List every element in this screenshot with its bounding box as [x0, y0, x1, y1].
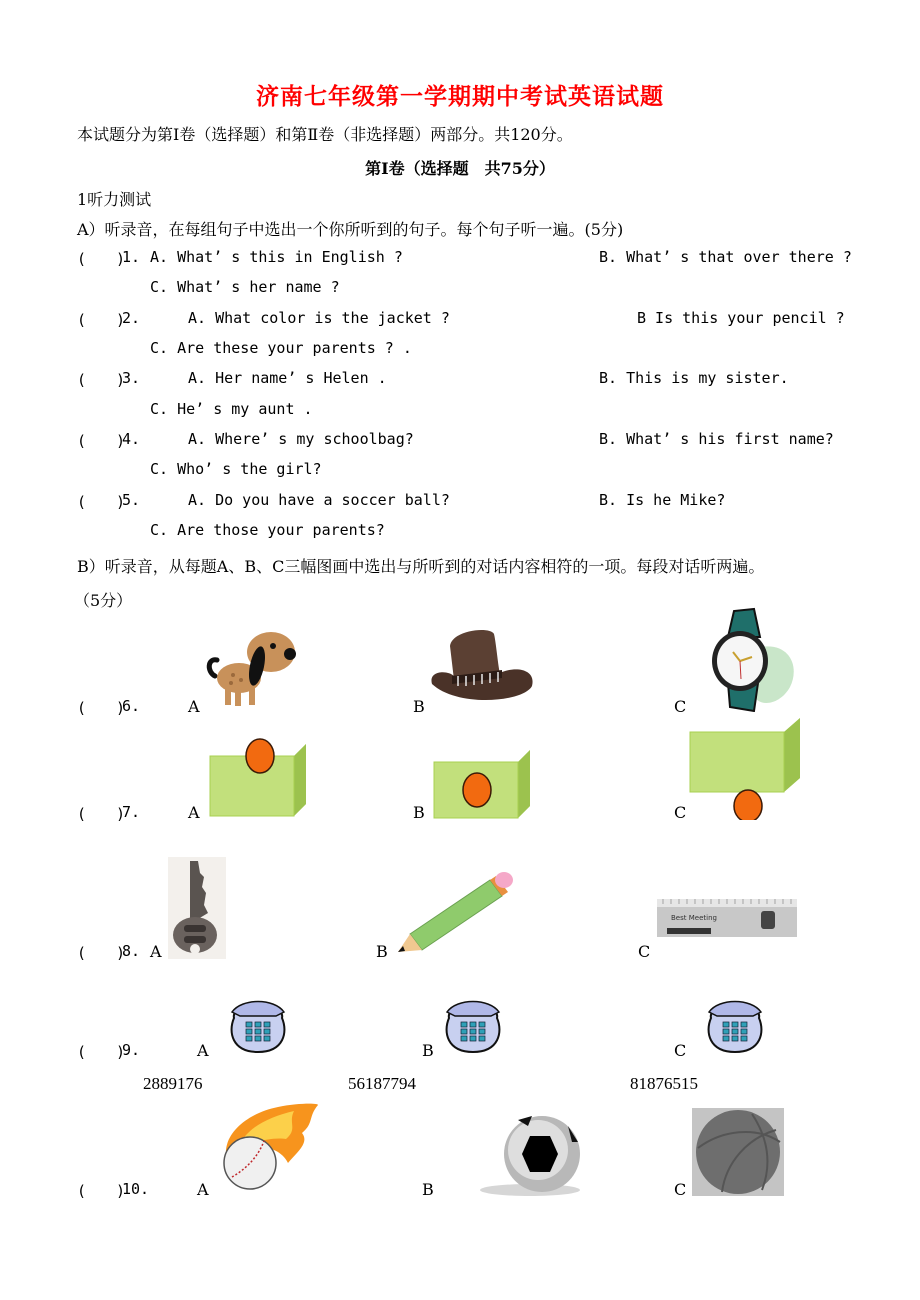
baseball-icon[interactable] — [218, 1103, 322, 1193]
option-a: A. Do you have a soccer ball? — [188, 491, 450, 509]
option-label: A — [150, 942, 162, 961]
exam-intro: 本试题分为第Ⅰ卷（选择题）和第Ⅱ卷（非选择题）两部分。共120分。 — [77, 125, 573, 144]
ball-under-box-icon[interactable] — [688, 716, 803, 820]
section-b-instruction: B）听录音，从每题A、B、C三幅图画中选出与所听到的对话内容相符的一项。每段对话听两遍。 — [77, 557, 765, 576]
section-a-instruction: A）听录音，在每组句子中选出一个你所听到的句子。每个句子听一遍。(5分) — [77, 220, 624, 239]
option-c: C. What’ s her name ? — [150, 278, 340, 296]
answer-bracket[interactable]: ( ) — [77, 311, 126, 329]
option-a: A. What’ s this in English ? — [150, 248, 403, 266]
section-b-points: （5分） — [74, 591, 133, 610]
question-number: 1. — [122, 248, 141, 266]
phone-number-c: 81876515 — [630, 1074, 698, 1093]
option-label: C — [674, 697, 687, 716]
question-number: 6. — [122, 697, 141, 715]
part-title: 第Ⅰ卷（选择题 共75分） — [365, 159, 555, 178]
option-b: B. What’ s his first name? — [599, 430, 834, 448]
dog-icon[interactable] — [205, 628, 300, 710]
option-b: B Is this your pencil ? — [637, 309, 845, 327]
question-number: 10. — [122, 1180, 150, 1198]
ball-in-box-icon[interactable] — [432, 748, 532, 820]
option-label: B — [422, 1180, 434, 1199]
option-label: C — [674, 1041, 687, 1060]
answer-bracket[interactable]: ( ) — [77, 699, 126, 717]
option-label: A — [197, 1180, 209, 1199]
option-c: C. Are those your parents? — [150, 521, 385, 539]
telephone-icon[interactable] — [441, 996, 505, 1056]
question-number: 5. — [122, 491, 141, 509]
question-number: 2. — [122, 309, 141, 327]
answer-bracket[interactable]: ( ) — [77, 250, 126, 268]
option-label: B — [413, 803, 425, 822]
question-number: 3. — [122, 369, 141, 387]
telephone-icon[interactable] — [226, 996, 290, 1056]
option-b: B. This is my sister. — [599, 369, 789, 387]
hat-icon[interactable] — [428, 626, 538, 706]
section-heading: 1听力测试 — [77, 190, 152, 209]
pencil-icon[interactable] — [396, 868, 518, 954]
phone-number-b: 56187794 — [348, 1074, 416, 1093]
option-label: A — [197, 1041, 209, 1060]
option-label: A — [188, 803, 200, 822]
watch-icon[interactable] — [700, 607, 800, 712]
phone-number-a: 2889176 — [143, 1074, 203, 1093]
option-c: C. Who’ s the girl? — [150, 460, 322, 478]
answer-bracket[interactable]: ( ) — [77, 432, 126, 450]
option-a: A. What color is the jacket ? — [188, 309, 450, 327]
option-a: A. Where’ s my schoolbag? — [188, 430, 414, 448]
option-c: C. Are these your parents ? . — [150, 339, 412, 357]
question-number: 7. — [122, 803, 141, 821]
answer-bracket[interactable]: ( ) — [77, 371, 126, 389]
option-b: B. What’ s that over there ? — [599, 248, 852, 266]
answer-bracket[interactable]: ( ) — [77, 944, 126, 962]
option-b: B. Is he Mike? — [599, 491, 726, 509]
question-number: 9. — [122, 1041, 141, 1059]
question-number: 4. — [122, 430, 141, 448]
option-label: B — [376, 942, 388, 961]
option-label: B — [422, 1041, 434, 1060]
question-number: 8. — [122, 942, 141, 960]
ruler-text: Best Meeting — [671, 914, 717, 922]
answer-bracket[interactable]: ( ) — [77, 493, 126, 511]
key-icon[interactable] — [168, 857, 226, 959]
option-label: A — [188, 697, 200, 716]
basketball-icon[interactable] — [692, 1108, 784, 1196]
answer-bracket[interactable]: ( ) — [77, 1043, 126, 1061]
option-a: A. Her name’ s Helen . — [188, 369, 387, 387]
answer-bracket[interactable]: ( ) — [77, 1182, 126, 1200]
soccer-ball-icon[interactable] — [460, 1112, 600, 1198]
option-label: C — [674, 1180, 687, 1199]
option-label: B — [413, 697, 425, 716]
option-label: C — [674, 803, 687, 822]
exam-title: 济南七年级第一学期期中考试英语试题 — [256, 83, 664, 110]
option-label: C — [638, 942, 651, 961]
ruler-icon[interactable] — [657, 899, 797, 937]
option-c: C. He’ s my aunt . — [150, 400, 313, 418]
telephone-icon[interactable] — [703, 996, 767, 1056]
ball-on-box-icon[interactable] — [208, 736, 308, 818]
answer-bracket[interactable]: ( ) — [77, 805, 126, 823]
